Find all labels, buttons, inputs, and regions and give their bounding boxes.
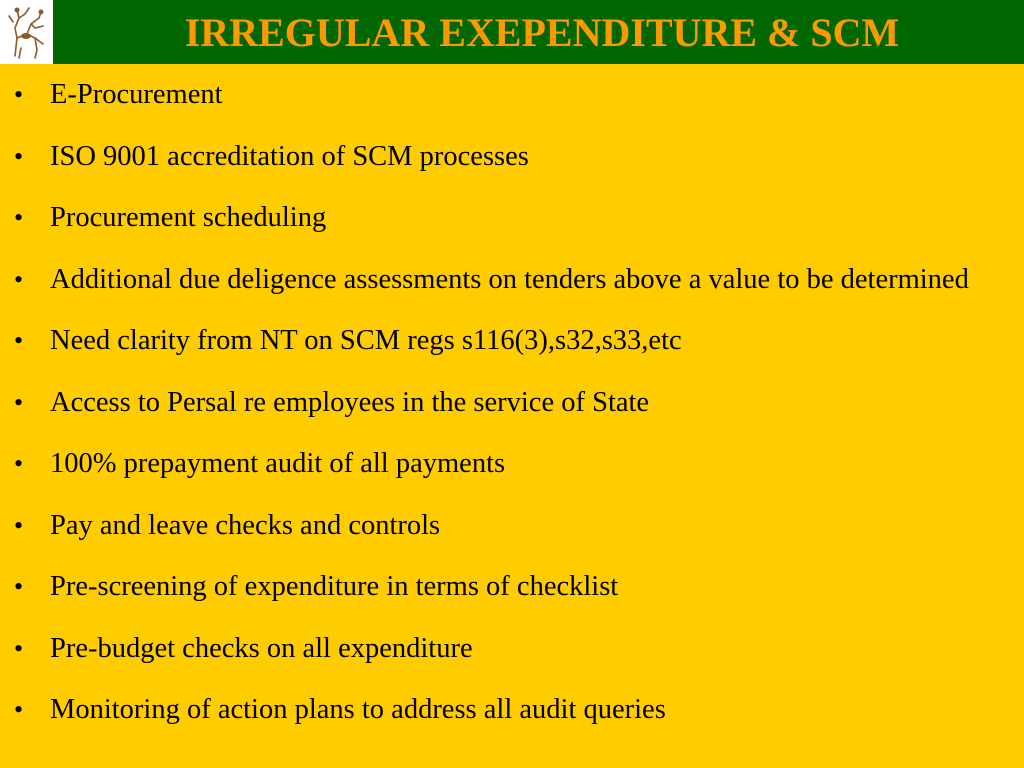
bullet-text: Monitoring of action plans to address all audit queries (50, 694, 666, 725)
bullet-text: Need clarity from NT on SCM regs s116(3),s32,s33,etc (50, 325, 682, 356)
bullet-text: Pre-screening of expenditure in terms of checklist (50, 571, 619, 602)
bullet-text: Pay and leave checks and controls (50, 509, 441, 541)
bullet-list (0, 64, 1024, 741)
bullet-dot: • (14, 387, 24, 417)
bullet-item (0, 126, 1024, 188)
slide-title: IRREGULAR EXEPENDITURE & SCM (184, 10, 900, 55)
title-bar (0, 0, 1024, 64)
logo (0, 0, 53, 64)
bullet-item (0, 187, 1024, 249)
bullet-item (0, 618, 1024, 680)
bullet-text: ISO 9001 accreditation of SCM processes (50, 140, 529, 172)
bullet-text: Pre-budget checks on all expenditure (50, 632, 473, 664)
bullet-dot: • (14, 203, 24, 232)
bullet-text: Access to Persal re employees in the service of State (50, 386, 650, 418)
bullet-item (0, 679, 1024, 741)
bullet-item (0, 249, 1024, 311)
bullet-item (0, 495, 1024, 557)
bullet-dot: • (14, 326, 24, 355)
bullet-dot: • (14, 695, 24, 724)
bullet-dot: • (14, 633, 24, 663)
bullet-text: E-Procurement (50, 79, 223, 110)
bullet-dot: • (14, 141, 24, 171)
bullet-dot: • (14, 572, 24, 601)
bullet-dot: • (14, 264, 24, 294)
bullet-text: 100% prepayment audit of all payments (50, 448, 506, 479)
bullet-text: Procurement scheduling (50, 202, 327, 233)
bullet-item (0, 433, 1024, 495)
bullet-text: Additional due deligence assessments on tenders above a value to be determined (50, 263, 969, 295)
bullet-item (0, 310, 1024, 372)
bullet-item (0, 64, 1024, 126)
bullet-item (0, 372, 1024, 434)
springbok-crest-icon (5, 4, 47, 60)
bullet-dot: • (14, 449, 24, 478)
bullet-dot: • (14, 510, 24, 540)
bullet-item (0, 556, 1024, 618)
bullet-dot: • (14, 80, 24, 109)
